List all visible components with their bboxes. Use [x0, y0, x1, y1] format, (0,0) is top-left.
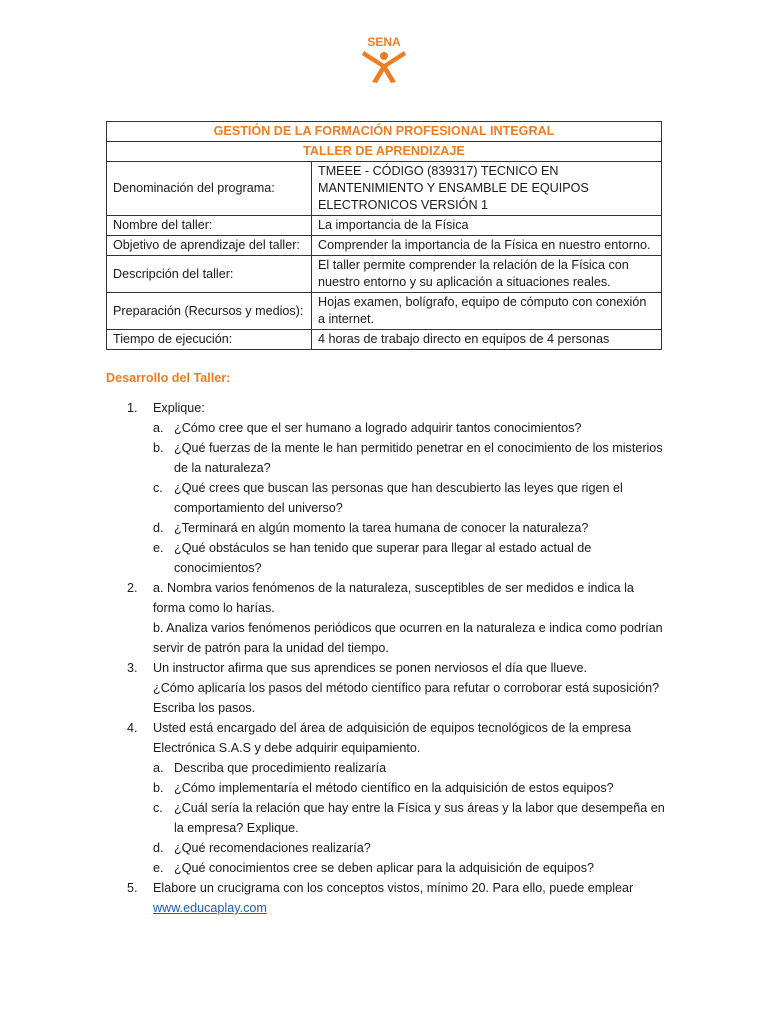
subitem-text: Describa que procedimiento realizaría: [174, 761, 387, 775]
subitem: [153, 778, 666, 798]
subitem: [153, 858, 666, 878]
subitem-text: ¿Cuál sería la relación que hay entre la Física y sus áreas y la labor que desempeña en la empresa? Explique.: [174, 801, 665, 835]
task-item-2: [106, 578, 666, 658]
row-label-tiempo: Tiempo de ejecución:: [107, 330, 312, 350]
table-row: [107, 216, 662, 236]
task-list: [106, 398, 666, 918]
task-item-5: [106, 878, 666, 918]
row-label-nombre: Nombre del taller:: [107, 216, 312, 236]
subitem: [153, 798, 666, 838]
subitem: [153, 438, 666, 478]
item-number: 1.: [127, 401, 138, 415]
subitem-letter: c.: [153, 481, 163, 495]
table-row: [107, 236, 662, 256]
table-row: [107, 256, 662, 293]
task-item-1: [106, 398, 666, 578]
table-subtitle: TALLER DE APRENDIZAJE: [107, 142, 662, 162]
item-number: 5.: [127, 881, 138, 895]
logo-text: SENA: [367, 35, 401, 49]
row-label-programa: Denominación del programa:: [107, 162, 312, 216]
table-row: [107, 162, 662, 216]
row-label-objetivo: Objetivo de aprendizaje del taller:: [107, 236, 312, 256]
subitem-text: ¿Terminará en algún momento la tarea humana de conocer la naturaleza?: [174, 521, 589, 535]
row-value-descripcion: El taller permite comprender la relación de la Física con nuestro entorno y su aplicación a situaciones reales.: [312, 256, 662, 293]
row-label-preparacion: Preparación (Recursos y medios):: [107, 293, 312, 330]
row-label-descripcion: Descripción del taller:: [107, 256, 312, 293]
subitem-letter: d.: [153, 521, 164, 535]
row-value-objetivo: Comprender la importancia de la Física en nuestro entorno.: [312, 236, 662, 256]
sena-logo: [356, 34, 412, 84]
table-row: [107, 293, 662, 330]
item-text: Explique:: [153, 401, 205, 415]
subitem: [153, 538, 666, 578]
info-table: [106, 121, 662, 350]
item-text: Elabore un crucigrama con los conceptos vistos, mínimo 20. Para ello, puede emplear: [153, 881, 634, 895]
subitem-text: ¿Cómo implementaría el método científico en la adquisición de estos equipos?: [174, 781, 614, 795]
item-text: a. Nombra varios fenómenos de la naturaleza, susceptibles de ser medidos e indica la forma como lo harías.: [153, 581, 634, 615]
row-value-preparacion: Hojas examen, bolígrafo, equipo de cómputo con conexión a internet.: [312, 293, 662, 330]
subitem-letter: c.: [153, 801, 163, 815]
item-number: 3.: [127, 661, 138, 675]
subitem-text: ¿Cómo cree que el ser humano a logrado adquirir tantos conocimientos?: [174, 421, 582, 435]
subitem: [153, 418, 666, 438]
task-item-3: [106, 658, 666, 718]
item-text: Usted está encargado del área de adquisición de equipos tecnológicos de la empresa Electrónica S.A.S y debe adquirir equipamiento.: [153, 721, 632, 755]
subitem-letter: a.: [153, 421, 164, 435]
table-title: GESTIÓN DE LA FORMACIÓN PROFESIONAL INTEGRAL: [107, 122, 662, 142]
item-number: 2.: [127, 581, 138, 595]
subitem-letter: e.: [153, 541, 164, 555]
subitem-letter: d.: [153, 841, 164, 855]
table-row: [107, 330, 662, 350]
subitem-letter: b.: [153, 441, 164, 455]
subitem-letter: a.: [153, 761, 164, 775]
subitem-letter: b.: [153, 781, 164, 795]
item-text: Un instructor afirma que sus aprendices se ponen nerviosos el día que llueve.: [153, 661, 588, 675]
subitem: [153, 758, 666, 778]
row-value-programa: TMEEE - CÓDIGO (839317) TECNICO EN MANTENIMIENTO Y ENSAMBLE DE EQUIPOS ELECTRONICOS VERSIÓN 1: [312, 162, 662, 216]
row-value-nombre: La importancia de la Física: [312, 216, 662, 236]
item-extra-text: b. Analiza varios fenómenos periódicos que ocurren en la naturaleza e indica como podrían servir de patrón para la unidad del tiempo.: [153, 621, 663, 655]
section-title: Desarrollo del Taller:: [106, 371, 231, 385]
task-item-4: [106, 718, 666, 878]
subitem-letter: e.: [153, 861, 164, 875]
item-number: 4.: [127, 721, 138, 735]
subitem: [153, 478, 666, 518]
subitem: [153, 838, 666, 858]
item-extra-text: ¿Cómo aplicaría los pasos del método científico para refutar o corroborar está suposición? Escriba los pasos.: [153, 681, 660, 715]
subitem: [153, 518, 666, 538]
subitem-text: ¿Qué recomendaciones realizaría?: [174, 841, 371, 855]
educaplay-link[interactable]: www.educaplay.com: [153, 901, 267, 915]
row-value-tiempo: 4 horas de trabajo directo en equipos de 4 personas: [312, 330, 662, 350]
subitem-text: ¿Qué crees que buscan las personas que han descubierto las leyes que rigen el comportamiento del universo?: [174, 481, 623, 515]
subitem-text: ¿Qué fuerzas de la mente le han permitido penetrar en el conocimiento de los misterios de la naturaleza?: [174, 441, 663, 475]
subitem-text: ¿Qué conocimientos cree se deben aplicar para la adquisición de equipos?: [174, 861, 595, 875]
subitem-text: ¿Qué obstáculos se han tenido que superar para llegar al estado actual de conocimientos?: [174, 541, 592, 575]
